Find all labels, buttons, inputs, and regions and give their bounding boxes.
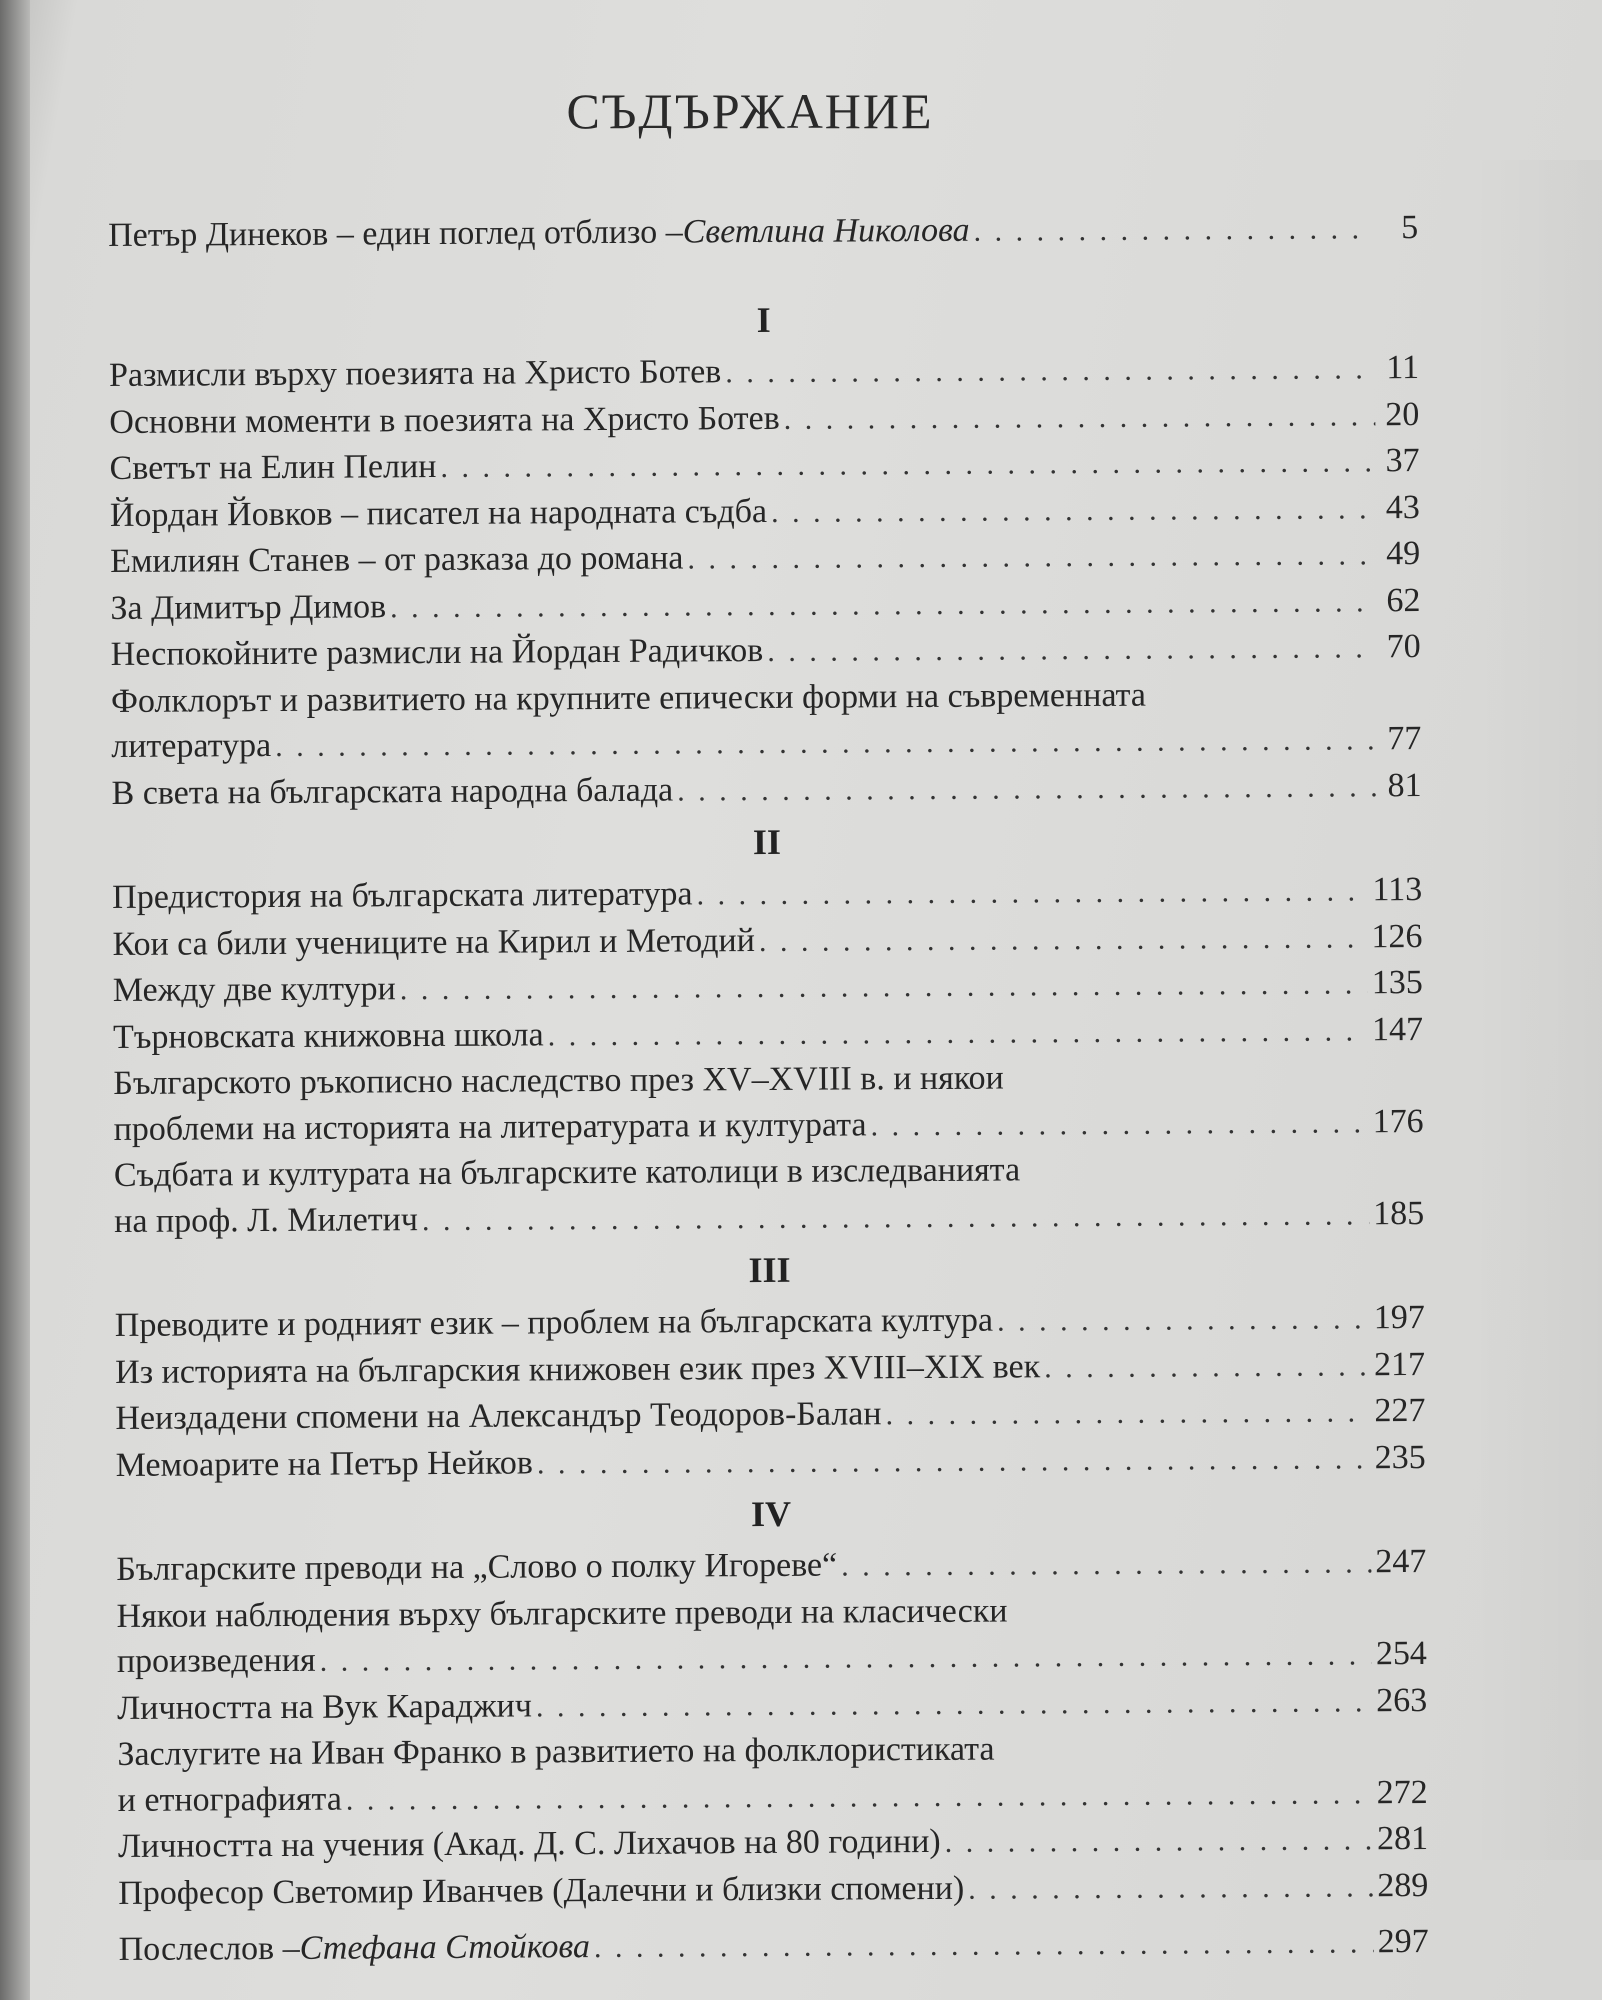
entry-page: 81 (1387, 766, 1422, 804)
entry-title: произведения (116, 1641, 316, 1680)
entry-page: 113 (1372, 870, 1423, 909)
entry-page: 289 (1377, 1866, 1429, 1904)
toc-entry (110, 484, 1420, 539)
page-edge-shadow (1472, 160, 1602, 1860)
entry-page: 62 (1386, 581, 1421, 619)
toc-entry (115, 1341, 1425, 1396)
entry-title-line: Съдбата и културата на българските католици в изследванията (113, 1151, 1021, 1194)
entry-page: 197 (1373, 1298, 1425, 1337)
dot-leader (400, 961, 1368, 1012)
toc-entry (113, 1006, 1423, 1061)
toc-entry (112, 913, 1422, 968)
entry-title: Преводите и родният език – проблем на българската култура (114, 1301, 994, 1344)
toc-entry (111, 762, 1421, 817)
entry-title: Петър Динеков – един поглед отблизо – (108, 213, 683, 254)
entry-page: 37 (1385, 441, 1420, 480)
entry-title: на проф. Л. Милетич (114, 1200, 419, 1240)
dot-leader (422, 1192, 1370, 1243)
dot-leader (390, 579, 1377, 631)
entry-page: 77 (1387, 719, 1422, 758)
dot-leader (870, 1100, 1368, 1149)
dot-leader (594, 1920, 1374, 1970)
entry-title: Неиздадени спомени на Александър Теодоров-Балан (115, 1395, 882, 1437)
entry-page: 263 (1376, 1681, 1428, 1719)
entry-title-line: Някои наблюдения върху българските преводи на класически (116, 1592, 1008, 1635)
dot-leader (1044, 1343, 1370, 1390)
dot-leader (945, 1817, 1374, 1865)
dot-leader (784, 393, 1376, 442)
entry-title-line: Фолклорът и развитието на крупните епически форми на съвременната (110, 676, 1147, 720)
entry-page: 297 (1377, 1922, 1429, 1961)
entry-page: 254 (1375, 1634, 1427, 1673)
toc-entry (111, 624, 1421, 679)
table-of-contents (108, 197, 1429, 1973)
toc-entry (116, 1539, 1426, 1594)
toc-entry (115, 1388, 1425, 1443)
page-title: СЪДЪРЖАНИЕ (566, 83, 934, 139)
entry-title: Йордан Йовков – писател на народната съдба (109, 492, 768, 534)
entry-title: За Димитър Димов (110, 587, 387, 627)
dot-leader (346, 1771, 1373, 1823)
entry-title: Неспокойните размисли на Йордан Радичков (110, 632, 764, 673)
entry-title: Мемоарите на Петър Нейков (115, 1443, 533, 1484)
dot-leader (885, 1389, 1370, 1437)
entry-title: Личността на Вук Караджич (117, 1686, 533, 1727)
toc-entry (118, 1862, 1428, 1917)
toc-entry (116, 1434, 1426, 1489)
entry-author: Светлина Николова (682, 211, 970, 251)
book-spine-shadow (0, 0, 30, 2000)
entry-title: Предистория на българската литература (112, 875, 693, 916)
section-numeral: I (756, 299, 771, 341)
dot-leader (536, 1679, 1373, 1730)
entry-title: В света на българската народна балада (111, 771, 674, 812)
entry-title: Светът на Елин Пелин (109, 447, 437, 487)
entry-page: 281 (1376, 1819, 1429, 1858)
dot-leader (320, 1632, 1373, 1684)
entry-page: 5 (1401, 208, 1419, 247)
entry-page: 147 (1371, 1010, 1424, 1048)
entry-title: Между две култури (112, 970, 396, 1009)
dot-leader (725, 346, 1375, 395)
entry-page: 135 (1371, 963, 1423, 1002)
entry-title: Из историята на българския книжовен език през XVIII–XIX век (115, 1347, 1041, 1391)
entry-page: 217 (1373, 1345, 1426, 1383)
dot-leader (841, 1540, 1371, 1589)
toc-entry (112, 867, 1422, 922)
dot-leader (687, 532, 1376, 582)
dot-leader (771, 486, 1376, 535)
toc-entry (118, 1816, 1428, 1871)
entry-title: Търновската книжовна школа (112, 1015, 544, 1056)
dot-leader (759, 915, 1368, 964)
entry-title: проблеми на историята на литературата и културата (113, 1105, 867, 1148)
entry-title-line: Българското ръкописно наследство през XV–XVIII в. и някои (113, 1059, 1004, 1102)
entry-page: 272 (1376, 1773, 1428, 1811)
dot-leader (547, 1008, 1368, 1059)
entry-title: Послеслов – (118, 1929, 300, 1968)
toc-entry (113, 960, 1423, 1015)
entry-page: 126 (1371, 917, 1423, 955)
dot-leader (537, 1436, 1371, 1487)
entry-title: Професор Светомир Иванчев (Далечни и близки спомени) (118, 1869, 965, 1912)
toc-entry (113, 1053, 1424, 1153)
toc-entry (109, 391, 1419, 446)
toc-entry (109, 438, 1419, 493)
entry-page: 49 (1386, 534, 1421, 573)
section-numeral: IV (750, 1493, 792, 1535)
section-numeral: II (752, 821, 782, 863)
toc-entry (115, 1295, 1425, 1350)
dot-leader (767, 625, 1377, 674)
entry-title: Емилиян Станев – от разказа до романа (110, 539, 684, 580)
entry-title-line: Заслугите на Иван Франко в развитието на фолклористиката (117, 1730, 995, 1773)
toc-afterword-entry (119, 1919, 1429, 1974)
dot-leader (275, 717, 1377, 769)
entry-title: Личността на учения (Акад. Д. С. Лихачов на 80 години) (117, 1822, 941, 1865)
entry-page: 185 (1373, 1194, 1425, 1232)
entry-title: литература (111, 727, 272, 765)
toc-entry (116, 1585, 1427, 1685)
dot-leader (968, 1864, 1373, 1912)
entry-title: Българските преводи на „Слово о полку Игореве“ (116, 1546, 838, 1588)
toc-sections (109, 287, 1429, 1917)
entry-page: 247 (1375, 1542, 1427, 1581)
toc-intro-entry (108, 205, 1418, 295)
dot-leader (696, 868, 1368, 918)
entry-title: и етнографията (117, 1780, 342, 1819)
entry-page: 235 (1374, 1438, 1426, 1476)
entry-author: Стефана Стойкова (299, 1928, 591, 1967)
toc-entry (117, 1677, 1427, 1732)
toc-entry (111, 670, 1422, 770)
dot-leader (973, 206, 1374, 254)
entry-page: 176 (1372, 1102, 1424, 1140)
entry-page: 70 (1386, 627, 1421, 666)
toc-entry (117, 1724, 1428, 1824)
entry-page: 43 (1385, 488, 1420, 526)
entry-page: 20 (1385, 395, 1420, 433)
dot-leader (440, 439, 1375, 490)
entry-page: 227 (1374, 1391, 1426, 1430)
dot-leader (997, 1296, 1370, 1344)
toc-entry (114, 1145, 1425, 1245)
toc-entry (110, 577, 1420, 632)
entry-title: Размисли върху поезията на Христо Ботев (108, 353, 722, 394)
toc-entry (109, 345, 1419, 400)
section-numeral: III (748, 1249, 791, 1291)
entry-title: Основни моменти в поезията на Христо Ботев (109, 399, 780, 441)
entry-title: Кои са били учениците на Кирил и Методий (112, 921, 755, 963)
dot-leader (677, 764, 1378, 814)
toc-entry (110, 531, 1420, 586)
entry-page: 11 (1386, 348, 1420, 387)
